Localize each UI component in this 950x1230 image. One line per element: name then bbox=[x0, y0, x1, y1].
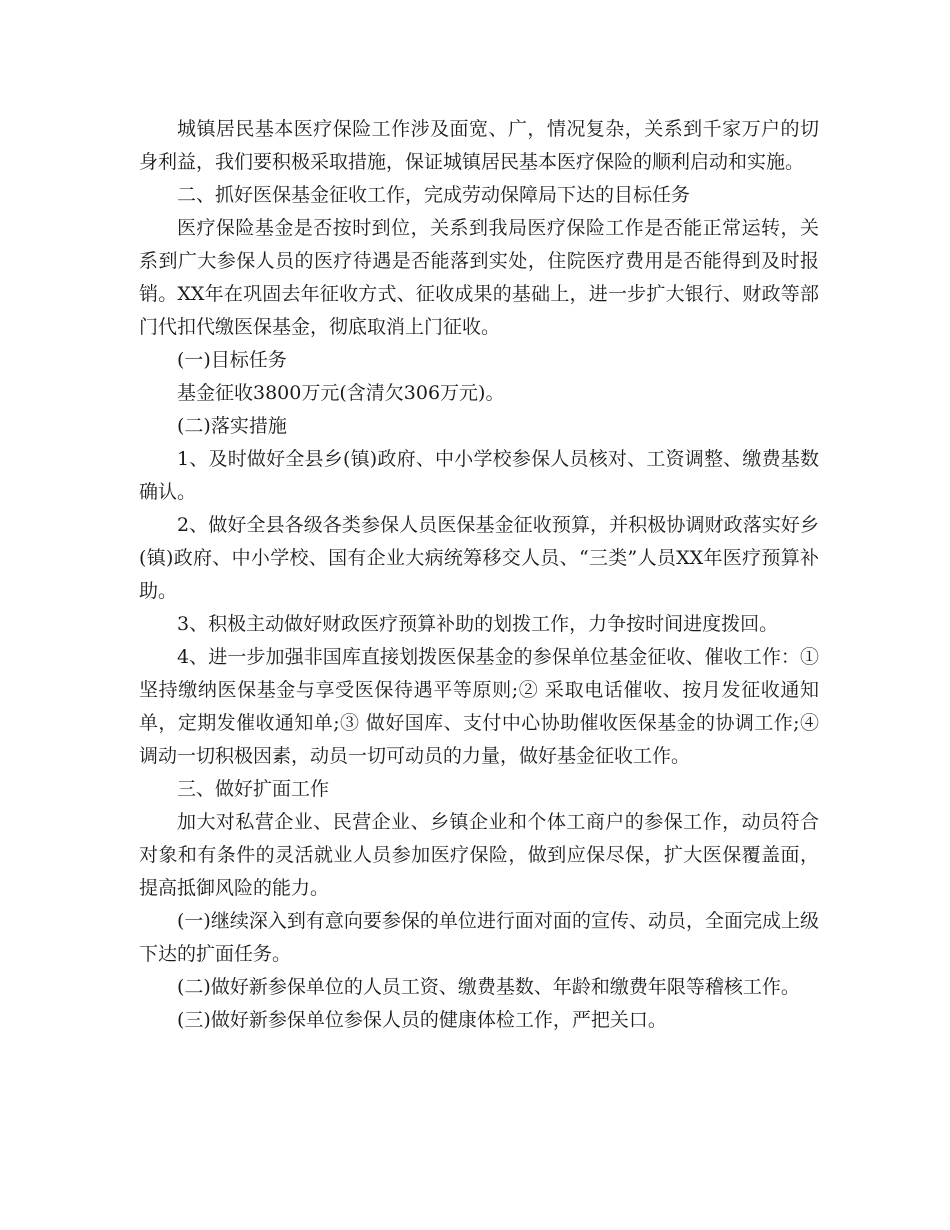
expansion-item-1: (一)继续深入到有意向要参保的单位进行面对面的宣传、动员，全面完成上级下达的扩面任务。 bbox=[139, 910, 819, 965]
expansion-item-2: (二)做好新参保单位的人员工资、缴费基数、年龄和缴费年限等稽核工作。 bbox=[177, 976, 800, 998]
measure-item-2: 2、做好全县各级各类参保人员医保基金征收预算，并积极协调财政落实好乡(镇)政府、中小学校、国有企业大病统筹移交人员、“三类”人员XX年医疗预算补助。 bbox=[139, 514, 819, 602]
measure-item-1: 1、及时做好全县乡(镇)政府、中小学校参保人员核对、工资调整、缴费基数确认。 bbox=[139, 448, 819, 503]
section-heading-3: 三、做好扩面工作 bbox=[177, 778, 330, 800]
document-page bbox=[139, 113, 819, 1037]
measure-item-4: 4、进一步加强非国库直接划拨医保基金的参保单位基金征收、催收工作：①坚持缴纳医保基金与享受医保待遇平等原则;② 采取电话催收、按月发征收通知单，定期发催收通知单;③ 做好国库、支付中心协助催收医保基金的协调工作;④ 调动一切积极因素，动员一切可动员的力量，做好基金征收工作。 bbox=[139, 646, 819, 767]
paragraph-fund: 医疗保险基金是否按时到位，关系到我局医疗保险工作是否能正常运转，关系到广大参保人员的医疗待遇是否能落到实处，住院医疗费用是否能得到及时报销。XX年在巩固去年征收方式、征收成果的基础上，进一步扩大银行、财政等部门代扣代缴医保基金，彻底取消上门征收。 bbox=[139, 217, 819, 338]
paragraph-target: 基金征收3800万元(含清欠306万元)。 bbox=[177, 382, 505, 404]
section-heading-2: 二、抓好医保基金征收工作，完成劳动保障局下达的目标任务 bbox=[177, 184, 691, 206]
measure-item-3: 3、积极主动做好财政医疗预算补助的划拨工作，力争按时间进度拨回。 bbox=[177, 613, 779, 635]
expansion-item-3: (三)做好新参保单位参保人员的健康体检工作，严把关口。 bbox=[177, 1009, 667, 1031]
subheading-target: (一)目标任务 bbox=[177, 349, 287, 371]
paragraph-expansion: 加大对私营企业、民营企业、乡镇企业和个体工商户的参保工作，动员符合对象和有条件的灵活就业人员参加医疗保险，做到应保尽保，扩大医保覆盖面，提高抵御风险的能力。 bbox=[139, 811, 819, 899]
paragraph-intro: 城镇居民基本医疗保险工作涉及面宽、广，情况复杂，关系到千家万户的切身利益，我们要积极采取措施，保证城镇居民基本医疗保险的顺利启动和实施。 bbox=[139, 118, 819, 173]
subheading-measures: (二)落实措施 bbox=[177, 415, 287, 437]
